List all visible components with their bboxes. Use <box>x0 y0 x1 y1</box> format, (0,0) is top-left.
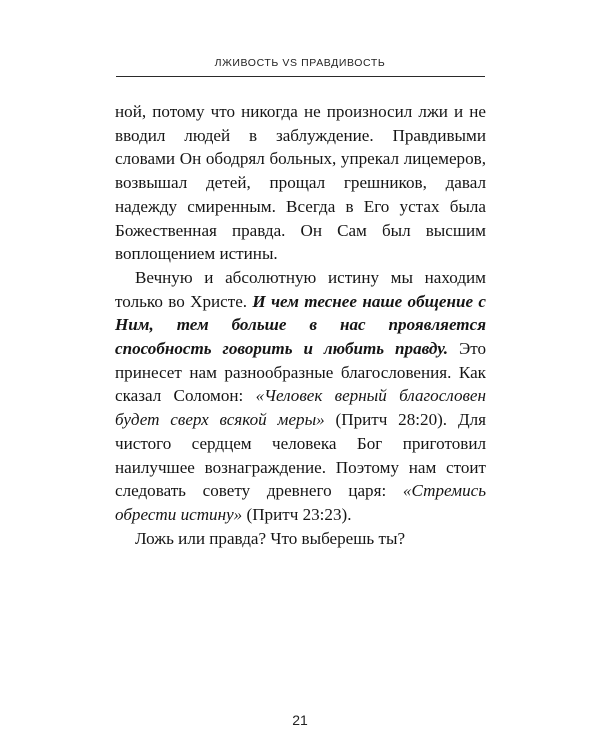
paragraph-2-text-1: Это принесет нам разнообразные благословения. Как сказал Соломон: <box>115 339 487 406</box>
reference-1: (Притч 28:20). <box>335 410 448 430</box>
paragraph-3: Ложь или правда? Что выберешь ты? <box>135 528 406 548</box>
page-body <box>115 100 486 550</box>
running-head: ЛЖИВОСТЬ VS ПРАВДИВОСТЬ <box>214 57 386 69</box>
paragraph-2-emphasis: И чем теснее наше общение с Ним, тем больше в нас проявляется способность говорить и любить правду. <box>115 291 486 359</box>
paragraph-1: ной, потому что никогда не произносил лжи и не вводил людей в заблуждение. Правдивыми словами Он ободрял больных, упрекал лицемеров, возвышал детей, прощал грешников, давал надежду смиренным. Всегда в Его устах была Божественная правда. Он Сам был высшим воплощением истины. <box>115 102 486 264</box>
reference-2: (Притч 23:23). <box>246 504 352 524</box>
quote-1: «Человек верный благословен будет сверх всякой меры» <box>115 386 486 430</box>
paragraph-2-text-2: Для чистого сердцем человека Бог приготовил наилучшее вознаграждение. Поэтому нам стоит следовать совету древнего царя: <box>115 410 486 501</box>
paragraph-2 <box>115 266 486 527</box>
page-number: 21 <box>292 712 308 728</box>
header-rule <box>116 76 485 77</box>
paragraph-2-intro: Вечную и абсолютную истину мы находим только во Христе. <box>115 267 486 311</box>
quote-2: «Стремись обрести истину» <box>115 481 486 524</box>
